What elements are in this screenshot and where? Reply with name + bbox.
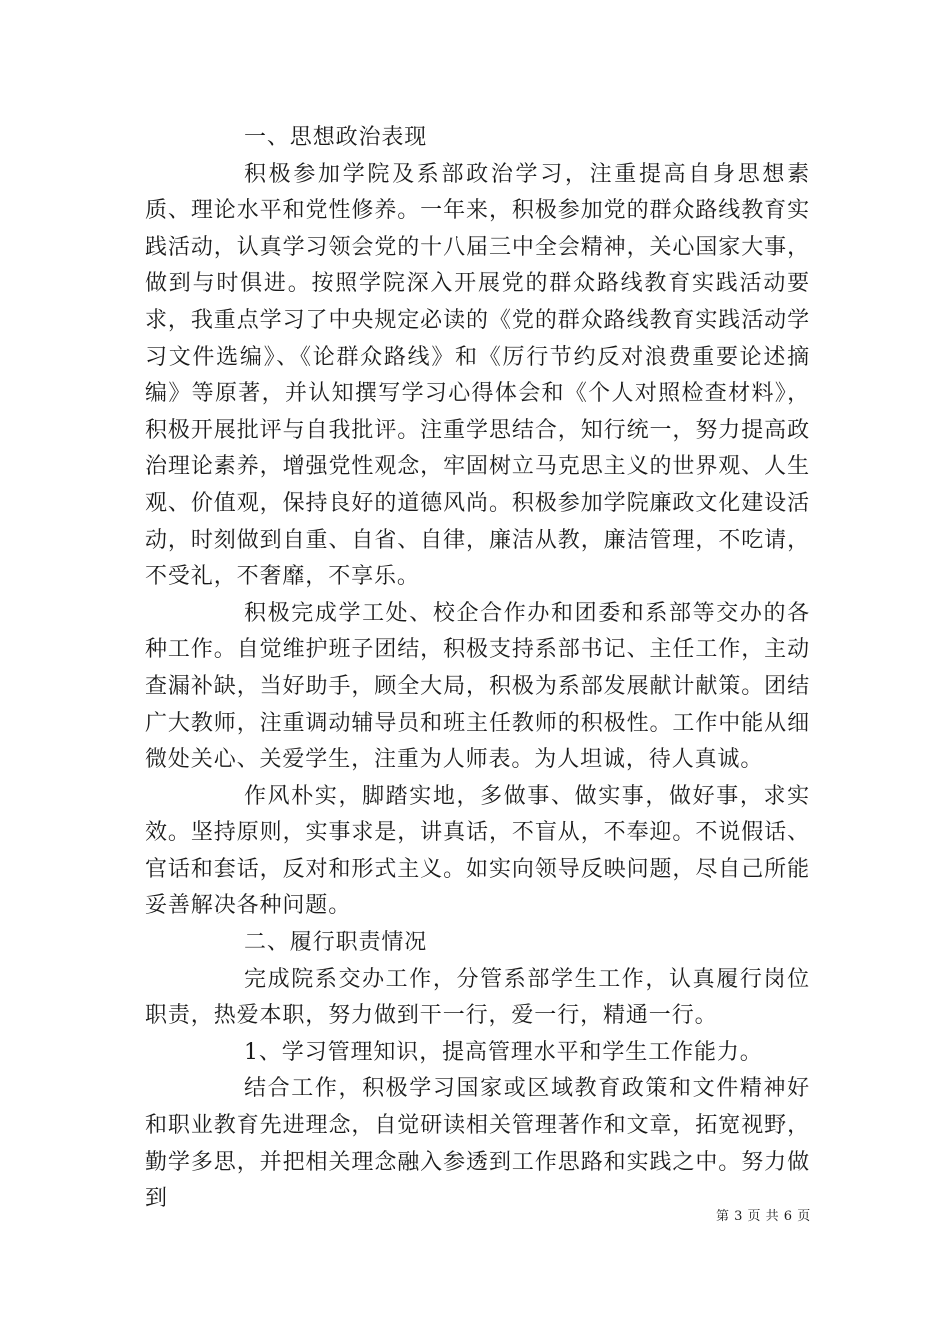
- paragraph-work-cooperation: 积极完成学工处、校企合作办和团委和系部等交办的各种工作。自觉维护班子团结，积极支持系部书记、主任工作，主动查漏补缺，当好助手，顾全大局，积极为系部发展献计献策。团结广大教师，注重调动辅导员和班主任教师的积极性。工作中能从细微处关心、关爱学生，注重为人师表。为人坦诚，待人真诚。: [145, 600, 810, 773]
- section-heading-political: 一、思想政治表现: [244, 125, 428, 150]
- paragraph-work-style: 作风朴实，脚踏实地，多做事、做实事，做好事，求实效。坚持原则，实事求是，讲真话，不盲从，不奉迎。不说假话、官话和套话，反对和形式主义。如实向领导反映问题，尽自己所能妥善解决各种问题。: [145, 783, 810, 919]
- subsection-heading-management: 1、学习管理知识，提高管理水平和学生工作能力。: [244, 1039, 763, 1065]
- section-heading-duties: 二、履行职责情况: [244, 930, 428, 956]
- document-body: [145, 120, 810, 1218]
- paragraph-management-study: 结合工作，积极学习国家或区域教育政策和文件精神好和职业教育先进理念，自觉研读相关管理著作和文章，拓宽视野，勤学多思，并把相关理念融入参透到工作思路和实践之中。努力做到: [145, 1076, 810, 1212]
- paragraph-political-study: 积极参加学院及系部政治学习，注重提高自身思想素质、理论水平和党性修养。一年来，积极参加党的群众路线教育实践活动，认真学习领会党的十八届三中全会精神，关心国家大事，做到与时俱进。按照学院深入开展党的群众路线教育实践活动要求，我重点学习了中央规定必读的《党的群众路线教育实践活动学习文件选编》、《论群众路线》和《厉行节约反对浪费重要论述摘编》等原著，并认知撰写学习心得体会和《个人对照检查材料》，积极开展批评与自我批评。注重学思结合，知行统一，努力提高政治理论素养，增强党性观念，牢固树立马克思主义的世界观、人生观、价值观，保持良好的道德风尚。积极参加学院廉政文化建设活动，时刻做到自重、自省、自律，廉洁从教，廉洁管理，不吃请，不受礼，不奢靡，不享乐。: [145, 161, 810, 590]
- paragraph-duties-overview: 完成院系交办工作，分管系部学生工作，认真履行岗位职责，热爱本职，努力做到干一行，爱一行，精通一行。: [145, 966, 810, 1029]
- page-number-footer: 第 3 页 共 6 页: [716, 1209, 811, 1224]
